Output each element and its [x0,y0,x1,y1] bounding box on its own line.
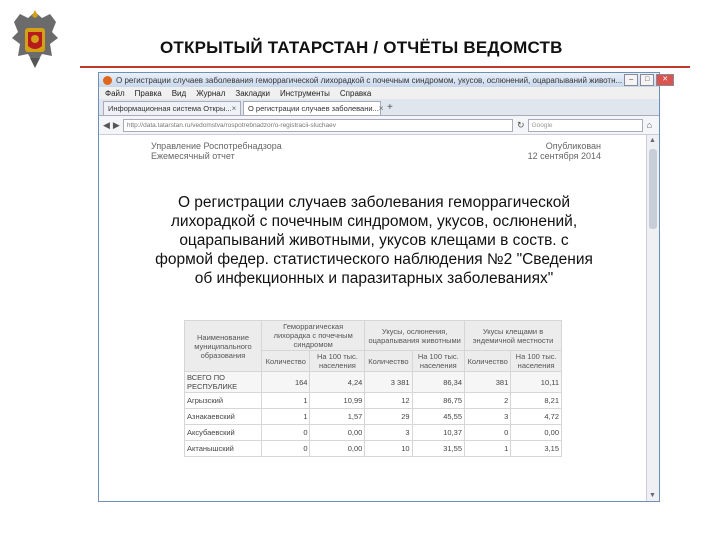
url-bar[interactable]: http://data.tatarstan.ru/vedomstva/rospotrebnadzor/o-registracii-sluchaev [123,119,513,132]
cell: 3 381 [365,372,412,393]
minimize-button[interactable]: – [624,74,638,86]
cell: 164 [262,372,310,393]
agency-name: Управление Роспотребнадзора [151,141,282,151]
row-name: Актанышский [185,441,262,457]
table-row [185,409,562,425]
cell: 0 [262,425,310,441]
cell: 10,11 [511,372,562,393]
table-row [185,441,562,457]
column-header-rate: На 100 тыс. населения [511,351,562,372]
cell: 86,34 [412,372,464,393]
page-content [99,135,645,501]
home-icon[interactable]: ⌂ [646,120,652,130]
publish-status: Опубликован [545,141,601,151]
rospotrebnadzor-emblem-icon [8,8,62,74]
title-divider [80,66,690,68]
new-tab-icon[interactable]: + [387,102,393,113]
tab-label: О регистрации случаев заболевани... [248,104,379,113]
cell: 45,55 [412,409,464,425]
report-type: Ежемесячный отчет [151,151,235,161]
column-header-rate: На 100 тыс. населения [310,351,365,372]
menu-view[interactable]: Вид [171,88,187,98]
cell: 4,24 [310,372,365,393]
publish-date: 12 сентября 2014 [527,151,601,161]
menu-tools[interactable]: Инструменты [280,88,330,98]
menu-edit[interactable]: Правка [134,88,162,98]
table-row-total [185,372,562,393]
document-title: О регистрации случаев заболевания геморрагической лихорадкой с почечным синдромом, укусов, ослюнений, оцарапываний животными, укусов клещами в соств. с формой федер. статистического наблюдения №2 "Сведения об инфекционных и паразитарных заболеваниях" [155,194,593,287]
menu-bar [99,87,659,99]
column-header-count: Количество [465,351,511,372]
menu-bookmarks[interactable]: Закладки [235,88,271,98]
cell: 1,57 [310,409,365,425]
tab-open-data-system[interactable] [103,101,241,115]
cell: 12 [365,393,412,409]
scrollbar-thumb[interactable] [649,149,657,229]
table-row [185,393,562,409]
table-row [185,425,562,441]
firefox-icon [103,76,112,85]
slide-title: ОТКРЫТЫЙ ТАТАРСТАН / ОТЧЁТЫ ВЕДОМСТВ [160,38,563,57]
cell: 0,00 [310,425,365,441]
tab-close-icon[interactable]: × [231,104,237,113]
menu-help[interactable]: Справка [339,88,372,98]
maximize-button[interactable]: □ [640,74,654,86]
statistics-table [184,320,562,457]
menu-file[interactable]: Файл [105,88,125,98]
cell: 0 [465,425,511,441]
cell: 0 [262,441,310,457]
close-button[interactable]: ✕ [656,74,674,86]
scroll-up-icon[interactable]: ▲ [649,137,656,144]
cell: 3,15 [511,441,562,457]
cell: 2 [465,393,511,409]
cell: 381 [465,372,511,393]
column-group-animal-bites: Укусы, ослюнения, оцарапывания животными [365,321,465,351]
column-header-rate: На 100 тыс. населения [412,351,464,372]
column-group-hfrs: Геморрагическая лихорадка с почечным синдромом [262,321,365,351]
column-group-tick-bites: Укусы клещами в эндемичной местности [465,321,562,351]
scroll-down-icon[interactable]: ▼ [649,492,656,499]
column-header-municipality: Наименование муниципального образования [185,321,262,372]
cell: 1 [262,393,310,409]
cell: 0,00 [511,425,562,441]
row-name: Азнакаевский [185,409,262,425]
forward-icon[interactable]: ▶ [112,119,120,130]
cell: 3 [465,409,511,425]
vertical-scrollbar[interactable] [646,135,659,501]
reload-icon[interactable]: ↻ [517,119,525,130]
tab-report[interactable] [243,101,384,115]
cell: 31,55 [412,441,464,457]
window-title: О регистрации случаев заболевания геморрагической лихорадкой с почечным синдромом, укусов, ослюнений, оцарапываний животн... [116,75,623,85]
cell: 10,37 [412,425,464,441]
row-name: Агрызский [185,393,262,409]
cell: 86,75 [412,393,464,409]
cell: 1 [262,409,310,425]
cell: 10 [365,441,412,457]
search-input[interactable]: Google [528,119,643,132]
cell: 4,72 [511,409,562,425]
cell: 29 [365,409,412,425]
column-header-count: Количество [365,351,412,372]
window-titlebar[interactable] [99,73,669,87]
cell: 0,00 [310,441,365,457]
menu-history[interactable]: Журнал [196,88,226,98]
tab-bar [99,99,659,116]
column-header-count: Количество [262,351,310,372]
cell: 1 [465,441,511,457]
navigation-bar [99,116,659,135]
cell: 3 [365,425,412,441]
back-icon[interactable]: ◀ [103,119,110,130]
row-name: Аксубаевский [185,425,262,441]
row-name: ВСЕГО ПО РЕСПУБЛИКЕ [185,372,262,393]
tab-close-icon[interactable]: × [378,104,384,113]
cell: 8,21 [511,393,562,409]
cell: 10,99 [310,393,365,409]
tab-label: Информационная система Откры... [108,104,232,113]
browser-window [98,72,669,502]
